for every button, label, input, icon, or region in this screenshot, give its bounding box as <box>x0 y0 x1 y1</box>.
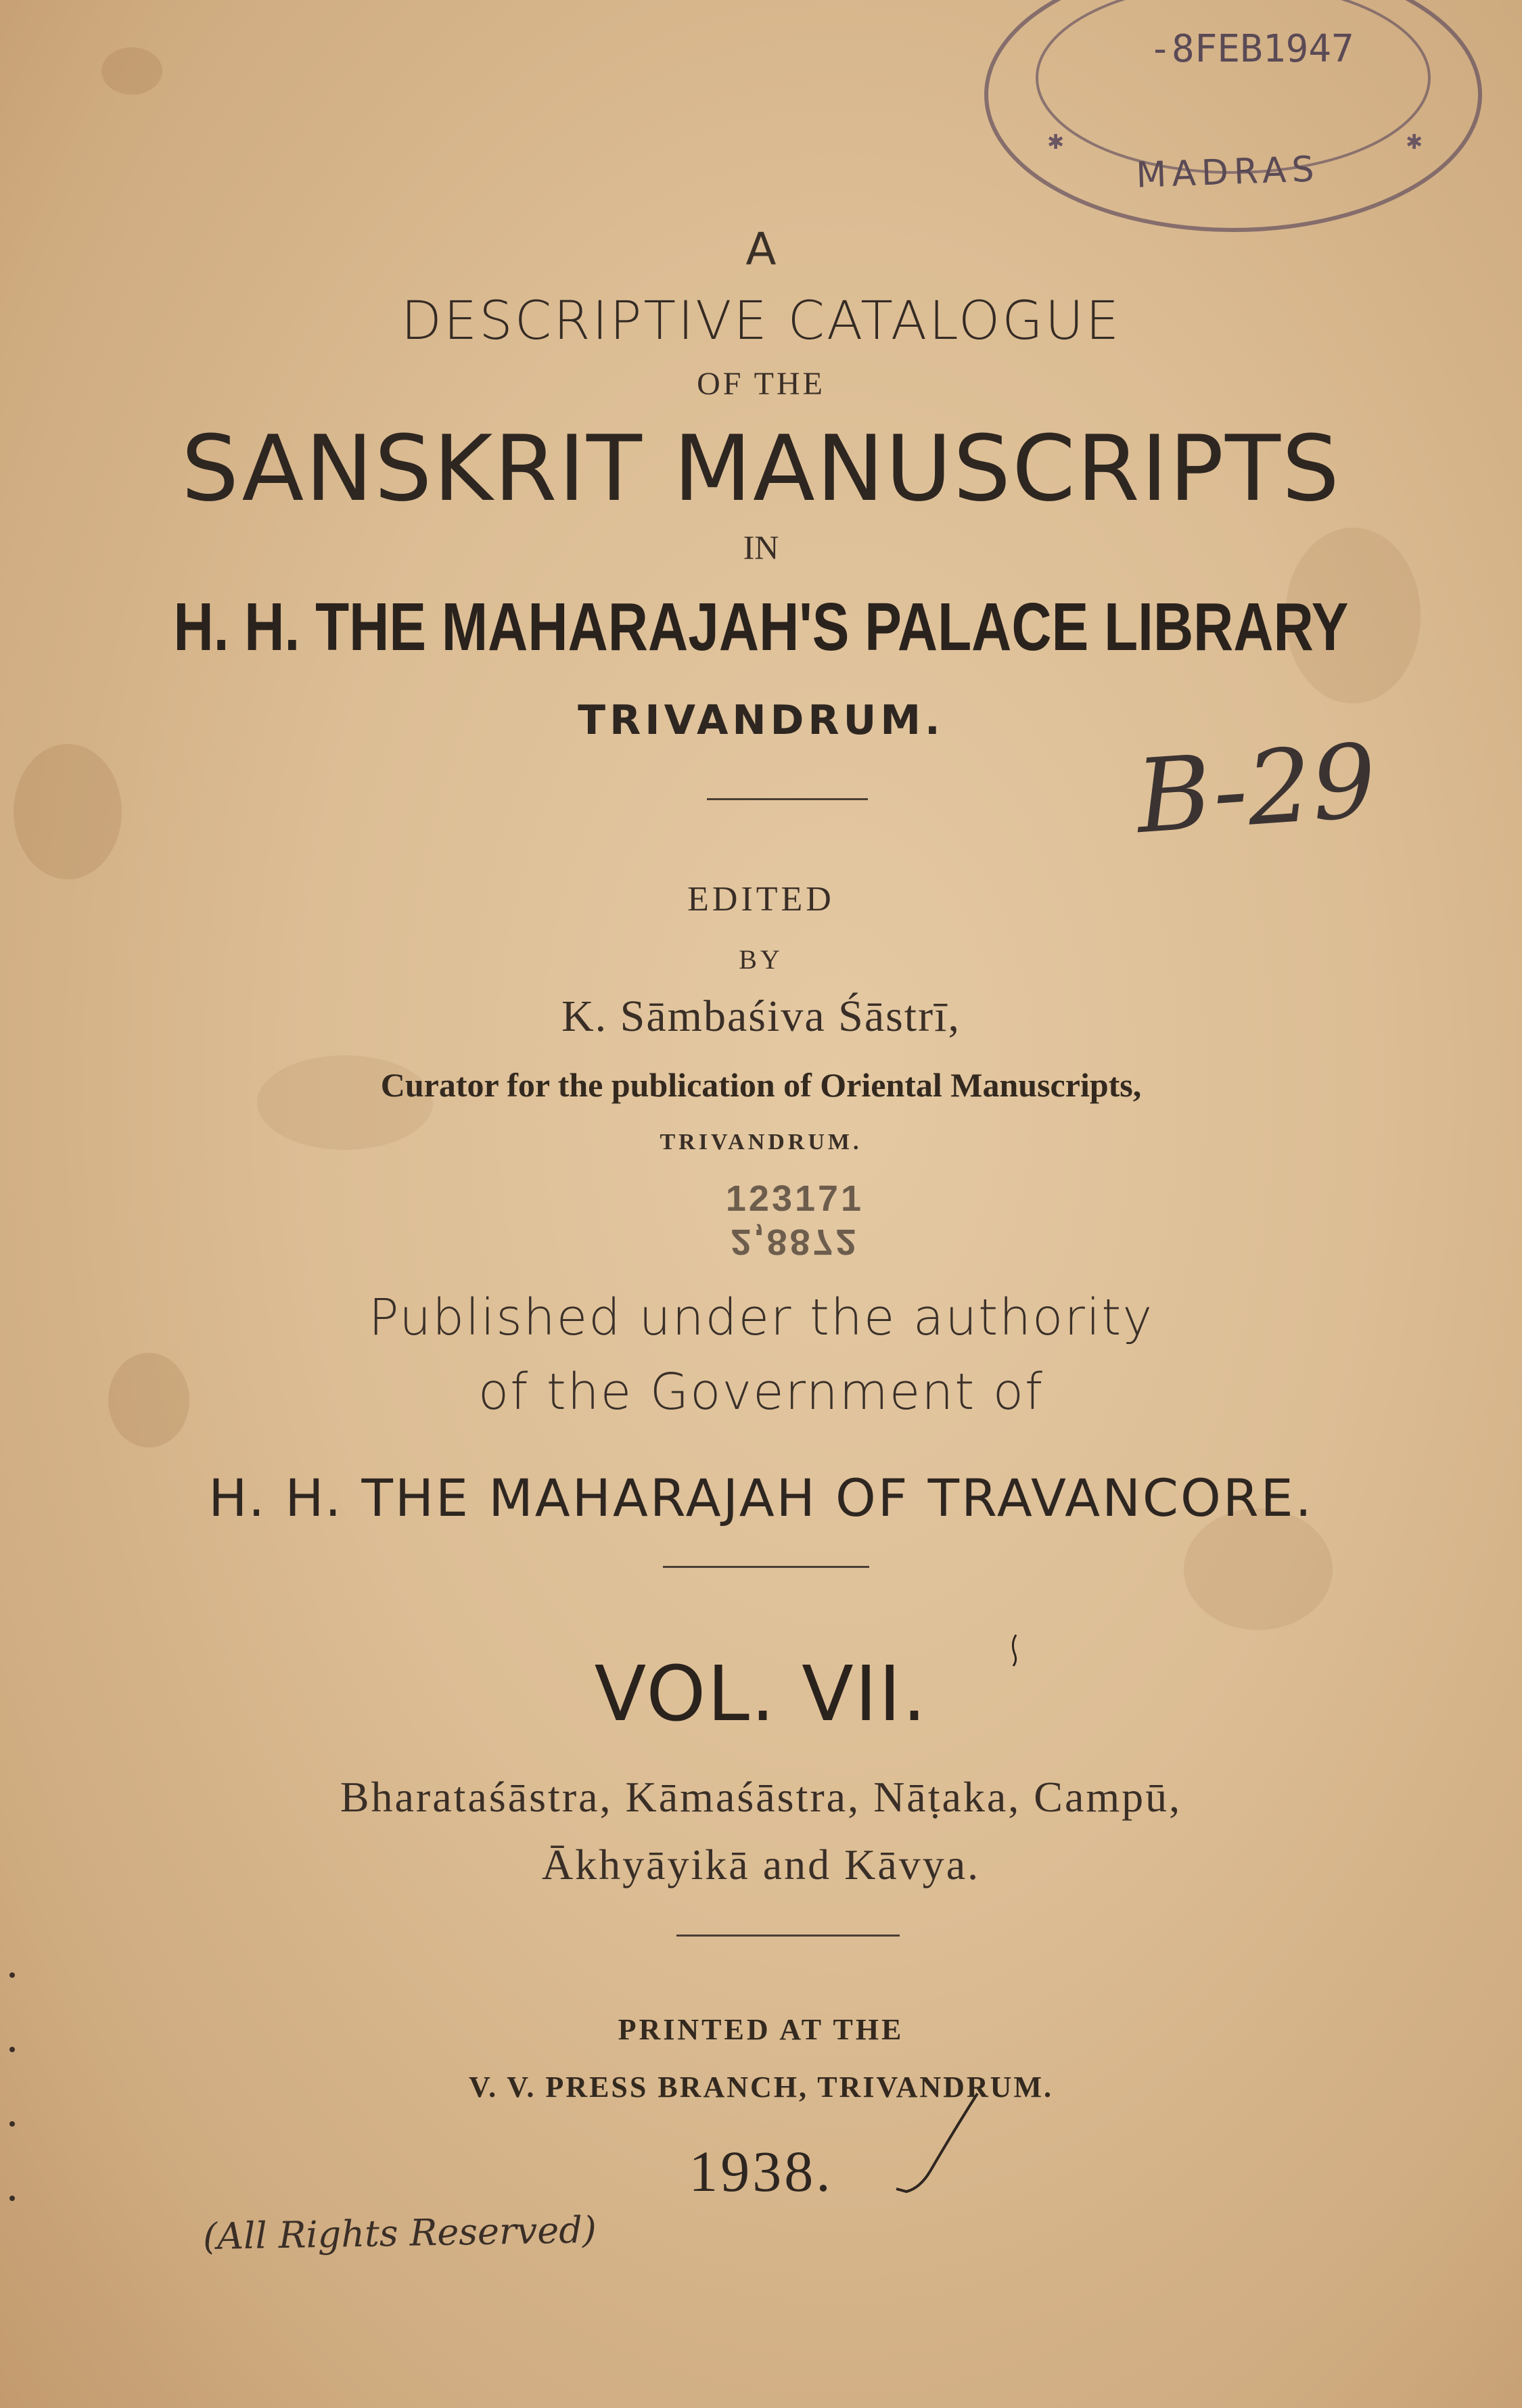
by-label: BY <box>739 944 783 975</box>
svg-text:✱: ✱ <box>1047 131 1065 154</box>
title-line-1: DESCRIPTIVE CATALOGUE <box>400 291 1122 352</box>
main-title: SANSKRIT MANUSCRIPTS <box>181 416 1341 522</box>
volume-subjects-line-1: Bharataśāstra, Kāmaśāstra, Nāṭaka, Campū, <box>340 1773 1182 1821</box>
divider-rule <box>663 1566 869 1568</box>
library-city: TRIVANDRUM. <box>578 697 944 744</box>
authority-line-2: of the Government of <box>478 1363 1044 1421</box>
title-line-3: IN <box>743 528 779 566</box>
editor-role: Curator for the publication of Oriental Manuscripts, <box>380 1066 1142 1104</box>
pen-stroke-mark <box>893 2090 981 2198</box>
stamp-date: -8FEB1947 <box>1149 27 1354 71</box>
accession-number-line-1: 123171 <box>725 1178 864 1219</box>
binding-holes <box>5 1962 19 2232</box>
stamp-city: MADRAS <box>1135 149 1320 196</box>
accession-number-line-2: 2,8872 <box>731 1222 859 1262</box>
title-line-2: OF THE <box>697 366 825 402</box>
authority-line-3: H. H. THE MAHARAJAH OF TRAVANCORE. <box>208 1468 1314 1528</box>
edited-label: EDITED <box>687 880 835 919</box>
svg-text:✱: ✱ <box>1406 131 1423 154</box>
divider-rule <box>676 1935 900 1937</box>
library-name: H. H. THE MAHARAJAH'S PALACE LIBRARY <box>173 589 1349 665</box>
shelfmark-handwritten: B-29 <box>1132 722 1381 857</box>
editor-city: TRIVANDRUM. <box>660 1130 862 1155</box>
editor-name: K. Sāmbaśiva Śāstrī, <box>561 992 961 1041</box>
accession-number-stamp <box>690 1177 900 1264</box>
title-article: A <box>745 223 777 275</box>
publication-year: 1938. <box>689 2139 833 2204</box>
divider-rule <box>707 798 868 800</box>
volume-subjects-line-2: Ākhyāyikā and Kāvya. <box>541 1840 981 1889</box>
rights-note: (All Rights Reserved) <box>202 2208 597 2259</box>
press-name: V. V. PRESS BRANCH, TRIVANDRUM. <box>469 2070 1053 2104</box>
volume-number: VOL. VII. <box>594 1650 928 1738</box>
authority-line-1: Published under the authority <box>368 1289 1154 1347</box>
printed-at-label: PRINTED AT THE <box>618 2013 904 2046</box>
